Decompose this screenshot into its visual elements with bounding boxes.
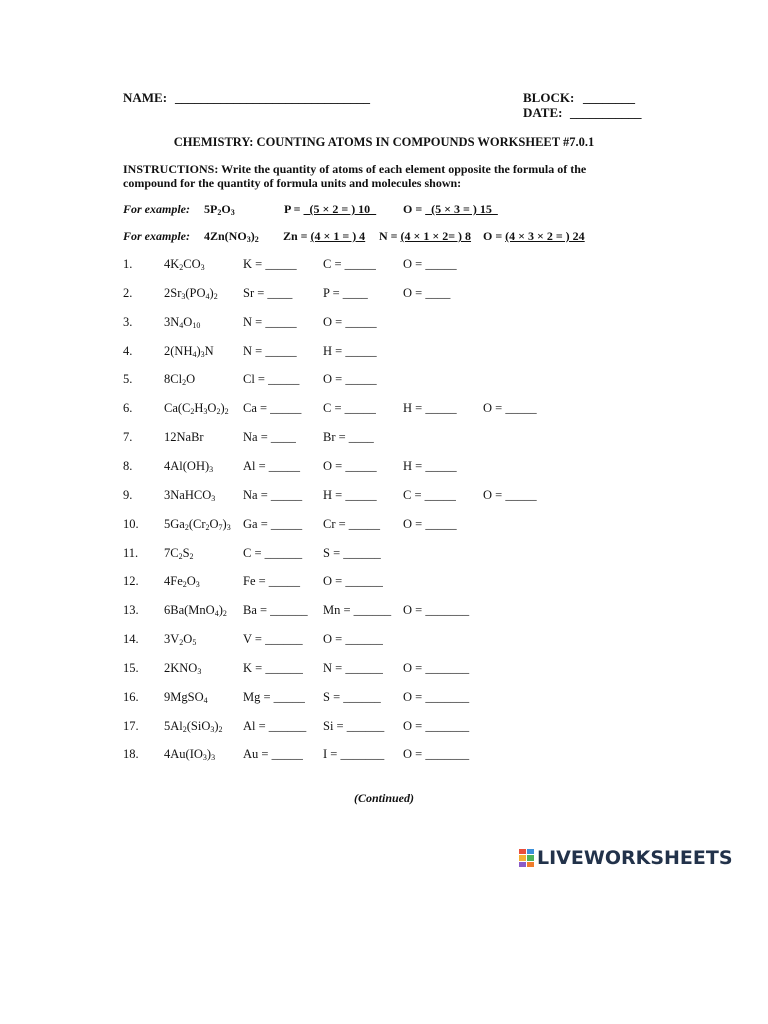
problem-row <box>0 488 768 506</box>
problem-formula: $2Sr_3(PO_4)_2$ <box>164 285 218 301</box>
answer-blank[interactable]: O = _______ <box>403 603 470 618</box>
answer-blank[interactable]: C = _____ <box>403 487 456 502</box>
problem-number: 15. <box>123 660 139 675</box>
problem-number: 10. <box>123 516 139 531</box>
answer-lead: N = <box>379 229 401 243</box>
problem-number: 18. <box>123 747 139 762</box>
problem-row <box>0 574 768 592</box>
instructions-line-1: INSTRUCTIONS: Write the quantity of atoms of each element opposite the formula of the <box>123 162 587 176</box>
block-field[interactable]: ________ <box>583 90 635 105</box>
answer-blank[interactable]: N = ______ <box>323 660 383 675</box>
problem-row <box>0 430 768 448</box>
logo-square <box>527 862 534 867</box>
problem-number: 17. <box>123 718 139 733</box>
liveworksheets-logo <box>519 847 733 869</box>
problem-number: 16. <box>123 689 139 704</box>
answer-blank[interactable]: I = _______ <box>323 747 385 762</box>
problem-formula: $5Al_2(SiO_3)_2$ <box>164 718 223 734</box>
logo-square <box>527 855 534 860</box>
problem-number: 11. <box>123 545 139 560</box>
problem-row <box>0 372 768 390</box>
problem-number: 9. <box>123 487 133 502</box>
answer-value: (4 × 1 = ) 4 <box>310 229 366 243</box>
logo-square <box>519 849 526 854</box>
logo-square <box>519 862 526 867</box>
answer-blank[interactable]: Na = ____ <box>243 430 296 445</box>
answer-blank[interactable]: Fe = _____ <box>243 574 301 589</box>
answer-blank[interactable]: H = _____ <box>323 487 377 502</box>
answer-blank[interactable]: Sr = ____ <box>243 285 293 300</box>
answer-blank[interactable]: O = _____ <box>403 516 457 531</box>
answer-blank[interactable]: Ba = ______ <box>243 603 308 618</box>
answer-blank[interactable]: Ga = _____ <box>243 516 303 531</box>
answer-blank[interactable]: N = _____ <box>243 314 297 329</box>
answer-blank[interactable]: C = _____ <box>323 401 376 416</box>
answer-blank[interactable]: Si = ______ <box>323 718 385 733</box>
answer-blank[interactable]: O = _____ <box>323 372 377 387</box>
problem-number: 13. <box>123 603 139 618</box>
problem-number: 6. <box>123 401 133 416</box>
logo-square <box>527 849 534 854</box>
answer-blank[interactable]: S = ______ <box>323 689 381 704</box>
logo-square <box>519 855 526 860</box>
problem-formula: $8Cl_2O$ <box>164 372 196 388</box>
problem-formula: $7C_2S_2$ <box>164 545 194 561</box>
answer-blank[interactable]: O = _____ <box>403 257 457 271</box>
answer-value: (5 × 3 = ) 15 <box>425 202 498 216</box>
instructions-line-2: compound for the quantity of formula units and molecules shown: <box>123 176 462 190</box>
problem-formula: $4Fe_2O_3$ <box>164 574 200 590</box>
problem-formula: $4Au(IO_3)_3$ <box>164 747 216 763</box>
answer-blank[interactable]: Br = ____ <box>323 430 374 445</box>
problem-number: 3. <box>123 314 133 329</box>
answer-blank[interactable]: V = ______ <box>243 632 303 647</box>
problem-formula: $3N_4O_{10}$ <box>164 314 201 330</box>
answer-blank[interactable]: O = ______ <box>323 632 383 647</box>
problem-row <box>0 286 768 304</box>
name-field[interactable]: ______________________________ <box>175 90 370 105</box>
answer-blank[interactable]: H = _____ <box>323 343 377 358</box>
answer-blank[interactable]: N = _____ <box>243 343 297 358</box>
problem-number: 12. <box>123 574 139 589</box>
answer-blank[interactable]: C = ______ <box>243 545 303 560</box>
problem-formula: $6Ba(MnO_4)_2$ <box>164 603 227 619</box>
answer-blank[interactable]: K = _____ <box>243 257 297 271</box>
problem-formula: $3V_2O_5$ <box>164 632 197 648</box>
problem-row <box>0 315 768 333</box>
problem-number: 1. <box>123 257 133 271</box>
date-field[interactable]: ___________ <box>570 105 642 120</box>
answer-blank[interactable]: O = _______ <box>403 689 470 704</box>
date-label: DATE: <box>523 105 563 120</box>
example-answer <box>403 202 498 217</box>
answer-value: (4 × 3 × 2 = ) 24 <box>505 229 585 243</box>
answer-blank[interactable]: Al = ______ <box>243 718 307 733</box>
answer-blank[interactable]: Na = _____ <box>243 487 303 502</box>
problem-number: 2. <box>123 285 133 300</box>
problem-formula: 9MgSO$_4$ <box>164 689 208 705</box>
example-answer <box>283 229 365 244</box>
problem-number: 8. <box>123 458 133 473</box>
answer-blank[interactable]: O = _______ <box>403 660 470 675</box>
problem-number: 5. <box>123 372 133 387</box>
continued-note: (Continued) <box>353 791 414 805</box>
problem-row <box>0 257 768 275</box>
answer-blank[interactable]: K = ______ <box>243 660 303 675</box>
answer-blank[interactable]: O = _______ <box>403 718 470 733</box>
answer-blank[interactable]: H = _____ <box>403 458 457 473</box>
problem-row <box>0 517 768 535</box>
answer-blank[interactable]: Cr = _____ <box>323 516 381 531</box>
problem-row <box>0 603 768 621</box>
answer-blank[interactable]: O = _______ <box>403 747 470 762</box>
answer-blank[interactable]: O = ____ <box>403 285 451 300</box>
example-label: For example: <box>123 202 190 216</box>
problem-row <box>0 401 768 419</box>
problem-row <box>0 747 768 765</box>
example-label: For example: <box>123 229 190 243</box>
answer-value: (5 × 2 = ) 10 <box>303 202 377 216</box>
problem-formula: $Ca(C_2H_3O_2)_2$ <box>164 401 229 417</box>
name-label: NAME: <box>123 90 168 105</box>
problem-row <box>0 344 768 362</box>
problem-number: 7. <box>123 430 133 445</box>
example-answer <box>284 202 376 217</box>
problem-formula: 12NaBr <box>164 430 204 445</box>
problem-row <box>0 459 768 477</box>
answer-blank[interactable]: O = _____ <box>323 314 377 329</box>
problem-row <box>0 546 768 564</box>
answer-blank[interactable]: H = _____ <box>403 401 457 416</box>
problem-formula: $2(NH_4)_3N$ <box>164 343 214 359</box>
answer-blank[interactable]: C = _____ <box>323 257 376 271</box>
block-label: BLOCK: <box>523 90 575 105</box>
example-formula: $5P_2O_3$ <box>204 202 235 217</box>
answer-blank[interactable]: Mn = ______ <box>323 603 392 618</box>
answer-blank[interactable]: Au = _____ <box>243 747 303 762</box>
problem-formula: $4Al(OH)_3$ <box>164 458 214 474</box>
answer-lead: Zn = <box>283 229 311 243</box>
answer-blank[interactable]: Ca = _____ <box>243 401 302 416</box>
answer-lead: O = <box>483 229 506 243</box>
example-formula: $4Zn(NO_3)_2$ <box>204 229 259 244</box>
answer-blank[interactable]: O = _____ <box>483 401 537 416</box>
problem-row <box>0 632 768 650</box>
example-answer <box>483 229 585 244</box>
problem-formula: 3NaHCO$_3$ <box>164 487 216 503</box>
problem-row <box>0 690 768 708</box>
answer-blank[interactable]: Cl = _____ <box>243 372 300 387</box>
answer-lead: O = <box>403 202 426 216</box>
problem-formula: $2KNO_3$ <box>164 660 202 676</box>
answer-blank[interactable]: S = ______ <box>323 545 381 560</box>
answer-lead: P = <box>284 202 304 216</box>
problem-row <box>0 661 768 679</box>
problem-formula: $4K_2CO_3$ <box>164 257 205 272</box>
answer-blank[interactable]: Mg = _____ <box>243 689 305 704</box>
problem-formula: $5Ga_2(Cr_2O_7)_3$ <box>164 516 231 532</box>
answer-blank[interactable]: O = _____ <box>323 458 377 473</box>
answer-blank[interactable]: Al = _____ <box>243 458 301 473</box>
worksheet-title: CHEMISTRY: COUNTING ATOMS IN COMPOUNDS WORKSHEET #7.0.1 <box>173 135 595 149</box>
logo-mark-icon <box>519 849 534 867</box>
problem-number: 4. <box>123 343 133 358</box>
problem-row <box>0 719 768 737</box>
answer-blank[interactable]: O = ______ <box>323 574 383 589</box>
answer-blank[interactable]: P = ____ <box>323 285 368 300</box>
problem-number: 14. <box>123 632 139 647</box>
example-answer <box>379 229 471 244</box>
logo-text: LIVEWORKSHEETS <box>537 847 733 869</box>
answer-value: (4 × 1 × 2= ) 8 <box>400 229 472 243</box>
answer-blank[interactable]: O = _____ <box>483 487 537 502</box>
